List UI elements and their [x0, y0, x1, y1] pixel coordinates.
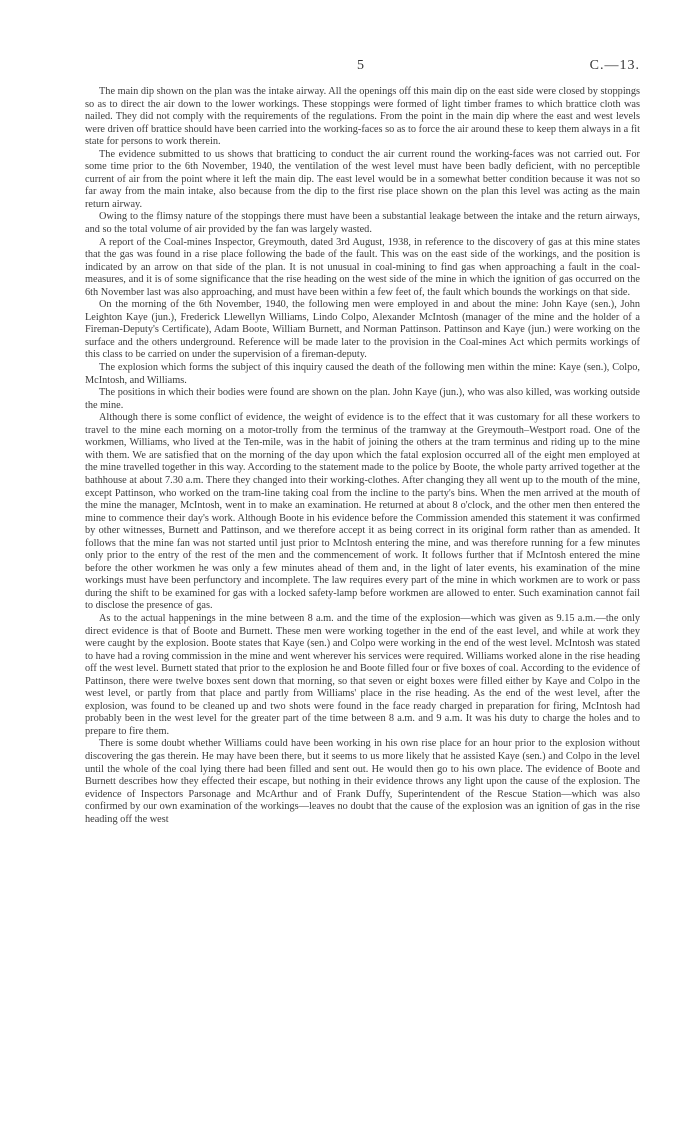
paragraph: The positions in which their bodies were found are shown on the plan. John Kaye (jun.), who was also killed, was working outside the mine. — [85, 387, 640, 411]
paragraph: The main dip shown on the plan was the intake airway. All the openings off this main dip on the east side were closed by stoppings so as to direct the air down to the lower workings. These stoppings were formed of light timber frames to which brattice cloth was nailed. They did not comply with the requirements of the regulations. From the point in the main dip where the east and west levels were driven off brattice should have been carried into the working-faces so as to force the air around these to keep them always in a fit state for persons to work therein. — [85, 86, 640, 148]
body-text — [85, 62, 640, 826]
paragraph: Owing to the flimsy nature of the stoppings there must have been a substantial leakage between the intake and the return airways, and so the total volume of air provided by the fan was largely wasted. — [85, 211, 640, 236]
paragraph: The explosion which forms the subject of this inquiry caused the death of the following men within the mine: Kaye (sen.), Colpo, McIntosh, and Williams. — [85, 362, 640, 386]
page-number: 5 — [357, 58, 364, 73]
paragraph: Although there is some conflict of evidence, the weight of evidence is to the effect that it was customary for all these workers to travel to the mine each morning on a motor-trolly from the terminus of the tramway at the Greymouth–Westport road. One of the workmen, Williams, who lived at the Ten-mile, was in the habit of joining the others at the tram terminus and riding up to the mine with them. We are satisfied that on the morning of the day upon which the fatal explosion occurred all of the eight men employed at the mine travelled together in this way. According to the statement made to the police by Boote, the whole party arrived together at the bathhouse at about 7.30 a.m. There they changed into their working-clothes. After changing they all went up to the mouth of the mine, except Pattinson, who worked on the tram-line taking coal from the incline to the party's bins. When the men arrived at the mouth of the mine the manager, McIntosh, went in to make an examination. He returned at about 8 o'clock, and the other men then entered the mine to commence their day's work. Although Boote in his evidence before the Commission amended this statement it was confirmed by other witnesses, Burnett and Pattinson, and we therefore accept it as being correct in its original form rather than as amended. It follows that the mine fan was not started until just prior to McIntosh entering the mine, and was therefore running for a few minutes only prior to the entry of the rest of the men and the commencement of work. It follows further that if McIntosh entered the mine before the other workmen he was only a few minutes ahead of them and, in the light of later events, his examination of the mine workings must have been perfunctory and incomplete. The law requires every part of the mine in which workmen are to work or pass during the shift to be examined for gas with a locked safety-lamp before workmen are allowed to enter. Such examination cannot fail to disclose the presence of gas. — [85, 412, 640, 612]
paragraph: A report of the Coal-mines Inspector, Greymouth, dated 3rd August, 1938, in reference to the discovery of gas at this mine states that the gas was found in a rise place following the bade of the fault. This was on the east side of the workings, and the position is indicated by an arrow on that side of the plan. It is not unusual in coal-mining to find gas when approaching a fault in the coal-measures, and it is of some significance that the rise heading on the west side of the mine in which the ignition of gas occurred on the 6th November last was also approaching, and must have been within a few feet of, the fault which bounds the workings on that side. — [85, 236, 640, 298]
paragraph: The evidence submitted to us shows that bratticing to conduct the air current round the working-faces was not carried out. For some time prior to the 6th November, 1940, the ventilation of the west level must have been badly deficient, with no perceptible current of air from the point where it left the main dip. The east level would be in a somewhat better condition because it was not so far away from the main intake, also because from the dip to the first rise place shown on the plan this level was acting as the main return airway. — [85, 148, 640, 210]
paragraph: On the morning of the 6th November, 1940, the following men were employed in and about the mine: John Kaye (sen.), John Leighton Kaye (jun.), Frederick Llewellyn Williams, Lindo Colpo, Alexander McIntosh (manager of the mine and the holder of a Fireman-Deputy's Certificate), Adam Boote, William Burnett, and Norman Pattinson. Pattinson and Kaye (jun.) were working on the surface and the others underground. Reference will be made later to the provision in the Coal-mines Act which permits workings of this class to be carried on under the supervision of a fireman-deputy. — [85, 299, 640, 361]
document-reference: C.—13. — [589, 58, 640, 73]
page-header — [85, 0, 640, 73]
paragraph: There is some doubt whether Williams could have been working in his own rise place for an hour prior to the explosion without discovering the gas therein. He may have been there, but it seems to us more likely that he assisted Kaye (sen.) and Colpo in the level until the whole of the coal lying there had been filled and sent out. He would then go to his own place. The evidence of Boote and Burnett describes how they effected their escape, but nothing in their evidence throws any light upon the cause of the explosion. The evidence of Inspectors Parsonage and McArthur and of Frank Duffy, Superintendent of the Rescue Station—which was also confirmed by our own examination of the workings—leaves no doubt that the cause of the explosion was an ignition of gas in the rise heading off the west — [85, 738, 640, 825]
paragraph: As to the actual happenings in the mine between 8 a.m. and the time of the explosion—which was given as 9.15 a.m.—the only direct evidence is that of Boote and Burnett. These men were working together in the end of the east level, and while at work they were caught by the explosion. Boote states that Kaye (sen.) and Colpo were working in the end of the west level. McIntosh was stated to have had a roving commission in the mine and went wherever his services were required. Williams worked alone in the rise heading off the west level. Burnett stated that prior to the explosion he and Boote filled four or five boxes of coal. According to the evidence of Pattinson, there were twelve boxes sent down that morning, so that seven or eight boxes were filled either by Kaye and Colpo in the west level, or partly from that place and partly from Williams' place in the rise heading. As the end of the west level, after the explosion, was found to be cleaned up and two shots were found in the face ready charged in preparation for firing, McIntosh had probably been in the west level for the greater part of the time between 8 a.m. and 9 a.m. It was his duty to charge the holes and to prepare to fire them. — [85, 612, 640, 737]
